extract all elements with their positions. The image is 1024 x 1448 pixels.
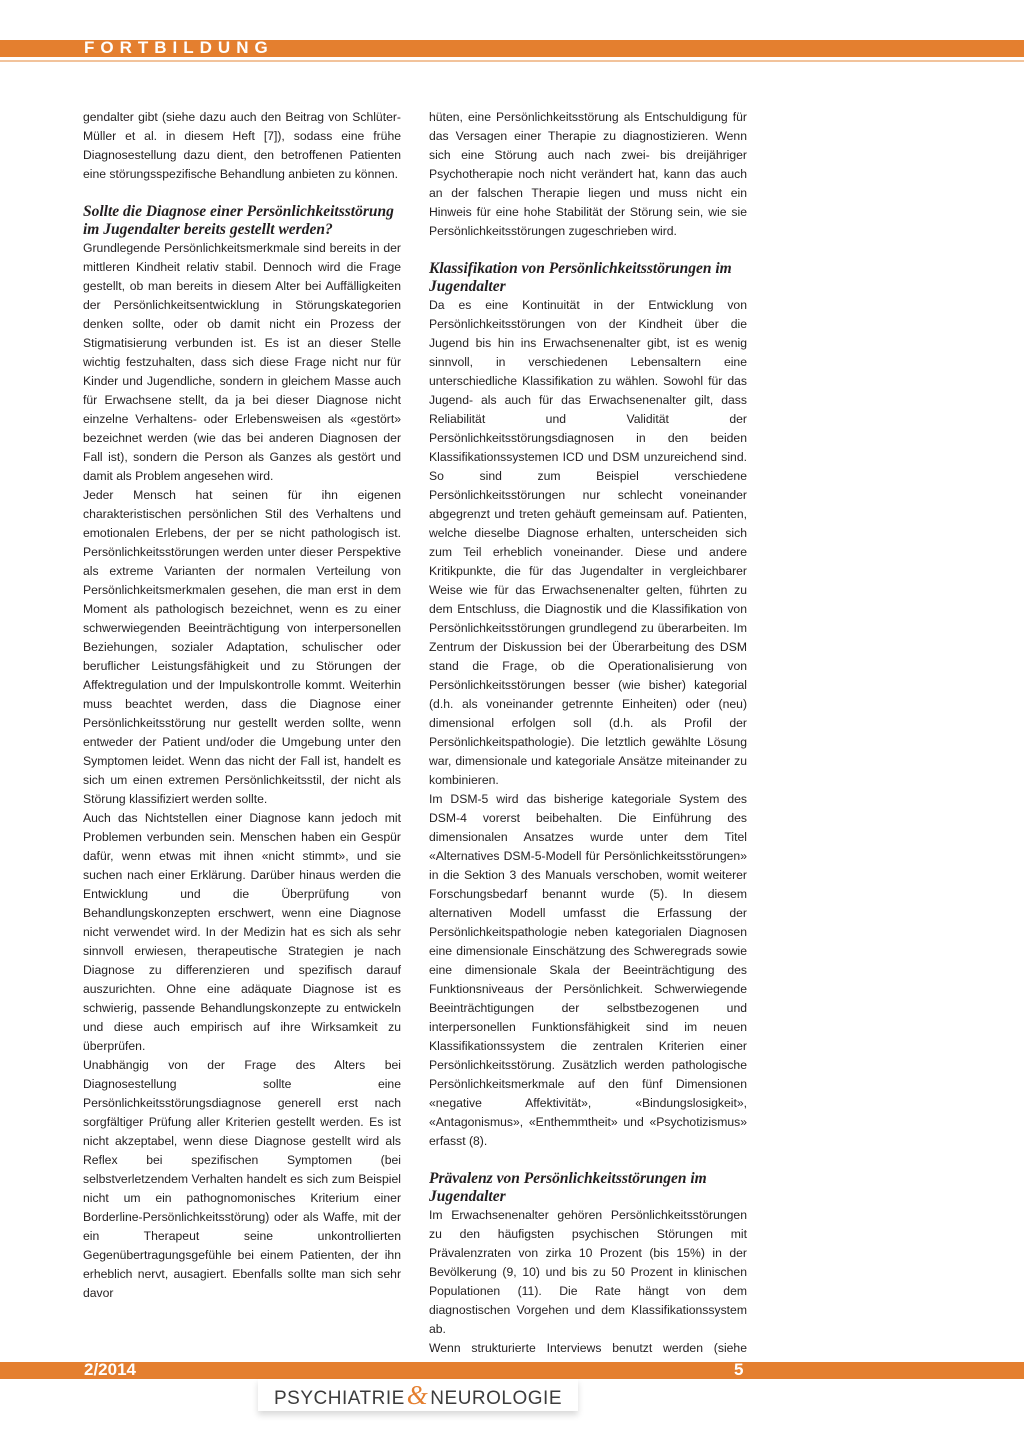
- section-heading: Sollte die Diagnose einer Persönlichkeitsstörung im Jugendalter bereits gestellt werden?: [83, 203, 394, 238]
- journal-logo-plate: [258, 1379, 578, 1411]
- spacer: [429, 1151, 747, 1170]
- paragraph: Im Erwachsenenalter gehören Persönlichkeitsstörungen zu den häufigsten psychischen Störungen mit Prävalenzraten von zirka 10 Prozent (bis 15%) in der Bevölkerung (9, 10) und bis zu 50 Prozent in klinischen Populationen (11). Die Rate hängt von dem diagnostischen Vorgehen und dem Klassifikationssystem ab.: [429, 1208, 747, 1336]
- ampersand-mark: &: [406, 1380, 429, 1410]
- paragraph: hüten, eine Persönlichkeitsstörung als Entschuldigung für das Versagen einer Therapie zu diagnostizieren. Wenn sich eine Störung auch nach zwei- bis dreijähriger Psychotherapie noch nicht verändert hat, kann das auch an der falschen Therapie liegen und muss nicht ein Hinweis für eine hohe Stabilität der Störung sein, wie sie Persönlichkeitsstörungen zugeschrieben wird.: [429, 110, 747, 238]
- paragraph: Jeder Mensch hat seinen für ihn eigenen charakteristischen persönlichen Stil des Verhaltens und emotionalen Erlebens, der per se nicht pathologisch ist. Persönlichkeitsstörungen werden unter dieser Perspektive als extreme Varianten der normalen Verteilung von Persönlichkeitsmerkmalen gesehen, die man erst in dem Moment als pathologisch bezeichnet, wenn es zu einer schwerwiegenden Beeinträchtigung von interpersonellen Beziehungen, sozialer Adaptation, schulischer oder beruflicher Leistungsfähigkeit und zu Störungen der Affektregulation und der Impulskontrolle kommt. Weiterhin muss beachtet werden, dass die Diagnose einer Persönlichkeitsstörung nur gestellt werden sollte, wenn entweder der Patient und/oder die Umgebung unter den Symptomen leidet. Wenn das nicht der Fall ist, handelt es sich um einen extremen Persönlichkeitsstil, der nicht als Störung klassifiziert werden sollte.: [83, 488, 401, 806]
- journal-name-right: NEUROLOGIE: [430, 1388, 562, 1409]
- footer-band: [0, 1362, 1024, 1379]
- issue-number: 2/2014: [84, 1360, 136, 1379]
- journal-logo: [274, 1382, 562, 1412]
- paragraph: Im DSM-5 wird das bisherige kategoriale System des DSM-4 vorerst beibehalten. Die Einführung des dimensionalen Ansatzes wurde unter dem Titel «Alternatives DSM-5-Modell für Persönlichkeitsstörungen» in die Sektion 3 des Manuals verschoben, womit weiterer Forschungsbedarf benannt wurde (5). In diesem alternativen Modell umfasst die Erfassung der Persönlichkeitspathologie neben kategorialen Diagnosen eine dimensionale Einschätzung des Schweregrads sowie eine dimensionale Skala der Beeinträchtigung des Funktionsniveaus der Persönlichkeit. Schwerwiegende Beeinträchtigungen der selbstbezogenen und interpersonellen Funktionsfähigkeit sind im neuen Klassifikationssystem die zentralen Kriterien einer Persönlichkeitsstörung. Zusätzlich werden pathologische Persönlichkeitsmerkmale auf den fünf Dimensionen «negative Affektivität», «Bindungslosigkeit», «Antagonismus», «Enthemmtheit» und «Psychotizismus» erfasst (8).: [429, 792, 747, 1148]
- paragraph: Grundlegende Persönlichkeitsmerkmale sind bereits in der mittleren Kindheit relativ stabil. Dennoch wird die Frage gestellt, ob man bereits in diesem Alter bei Auffälligkeiten der Persönlichkeitsentwicklung in Störungskategorien denken sollte, oder ob damit nicht ein Prozess der Stigmatisierung verbunden ist. Es ist an dieser Stelle wichtig festzuhalten, dass sich diese Frage nicht nur für Kinder und Jugendliche, sondern in gleichem Masse auch für Erwachsene stellt, da ja bei dieser Diagnose nicht einzelne Verhaltens- oder Erlebensweisen als «gestört» bezeichnet werden (wie das bei anderen Diagnosen der Fall ist), sondern die Person als Ganzes als gestört und damit als Problem angesehen wird.: [83, 241, 401, 483]
- left-column: [83, 108, 401, 1303]
- right-column: [429, 108, 747, 1377]
- page-number: 5: [734, 1360, 744, 1379]
- spacer: [429, 241, 747, 260]
- paragraph: Unabhängig von der Frage des Alters bei Diagnosestellung sollte eine Persönlichkeitsstörungsdiagnose generell erst nach sorgfältiger Prüfung aller Kriterien gestellt werden. Es ist nicht akzeptabel, wenn diese Diagnose gestellt wird als Reflex bei spezifischen Symptomen (bei selbstverletzendem Verhalten handelt es sich zum Beispiel nicht um ein pathognomonisches Kriterium einer Borderline-Persönlichkeitsstörung) oder als Waffe, mit der ein Therapeut seine unkontrollierten Gegenübertragungsgefühle bei einem Patienten, der ihn erheblich nervt, ausagiert. Ebenfalls sollte man sich sehr davor: [83, 1058, 401, 1300]
- paragraph: Wenn strukturierte Interviews benutzt werden (siehe: [429, 1341, 747, 1355]
- journal-name-left: PSYCHIATRIE: [274, 1388, 405, 1409]
- spacer: [83, 184, 401, 203]
- paragraph: gendalter gibt (siehe dazu auch den Beitrag von Schlüter-Müller et al. in diesem Heft [7]), sodass eine frühe Diagnosestellung dazu dient, den betroffenen Patienten eine störungsspezifische Behandlung anbieten zu können.: [83, 110, 401, 181]
- section-label: FORTBILDUNG: [84, 38, 274, 57]
- section-heading: Klassifikation von Persönlichkeitsstörungen im Jugendalter: [429, 260, 732, 295]
- paragraph: Auch das Nichtstellen einer Diagnose kann jedoch mit Problemen verbunden sein. Menschen haben ein Gespür dafür, wenn etwas mit ihnen «nicht stimmt», und sie suchen nach einer Erklärung. Darüber hinaus werden die Entwicklung und die Überprüfung von Behandlungskonzepten erschwert, wenn eine Diagnose nicht verwendet wird. In der Medizin hat es sich als sehr sinnvoll erwiesen, therapeutische Strategien je nach Diagnose zu differenzieren und spezifisch darauf auszurichten. Ohne eine adäquate Diagnose ist es schwierig, passende Behandlungskonzepte zu entwickeln und diese auch empirisch auf ihre Wirksamkeit zu überprüfen.: [83, 811, 401, 1053]
- paragraph: Da es eine Kontinuität in der Entwicklung von Persönlichkeitsstörungen von der Kindheit über die Jugend bis hin ins Erwachsenenalter gibt, ist es wenig sinnvoll, in verschiedenen Lebensaltern eine unterschiedliche Klassifikation zu wählen. Sowohl für das Jugend- als auch für das Erwachsenenalter gilt, dass Reliabilität und Validität der Persönlichkeitsstörungsdiagnosen in den beiden Klassifikationssystemen ICD und DSM unzureichend sind. So sind zum Beispiel verschiedene Persönlichkeitsstörungen nur schlecht voneinander abgegrenzt und treten gehäuft gemeinsam auf. Patienten, welche dieselbe Diagnose erhalten, unterscheiden sich zum Teil erheblich voneinander. Diese und andere Kritikpunkte, die für das Jugendalter in vergleichbarer Weise wie für das Erwachsenenalter gelten, führten zu dem Entschluss, die Diagnostik und die Klassifikation von Persönlichkeitsstörungen grundlegend zu überarbeiten. Im Zentrum der Diskussion bei der Überarbeitung des DSM stand die Frage, ob die Operationalisierung von Persönlichkeitsstörungen besser (wie bisher) kategorial (d.h. als voneinander getrennte Einheiten) oder (neu) dimensional erfolgen soll (d.h. als Profil der Persönlichkeitspathologie). Die letztlich gewählte Lösung war, dimensionale und kategoriale Ansätze miteinander zu kombinieren.: [429, 298, 747, 787]
- section-heading: Prävalenz von Persönlichkeitsstörungen im Jugendalter: [429, 1170, 707, 1205]
- header-rule: [0, 60, 1024, 62]
